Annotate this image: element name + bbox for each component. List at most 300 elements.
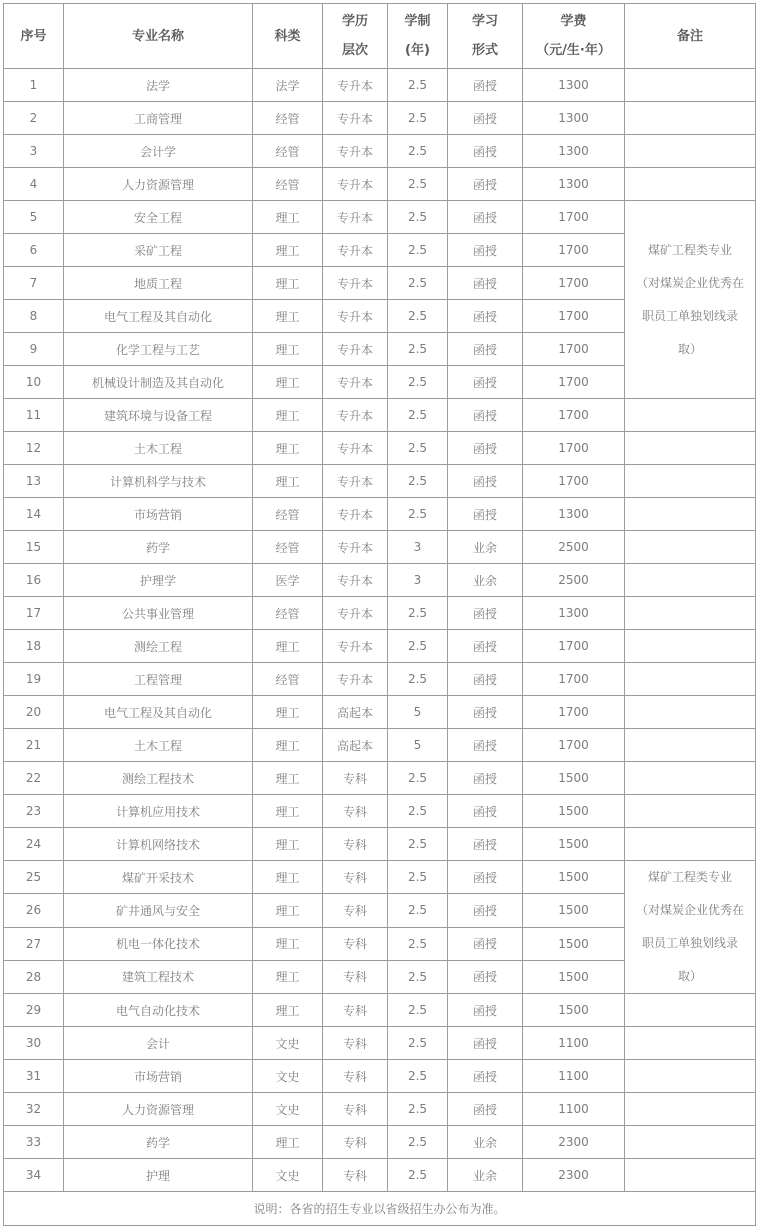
cell-fee: 1500 (523, 861, 625, 894)
cell-seq: 2 (4, 102, 64, 135)
cell-category: 理工 (253, 828, 323, 861)
cell-level: 专科 (323, 828, 388, 861)
cell-duration: 2.5 (388, 201, 448, 234)
cell-level: 专科 (323, 894, 388, 927)
cell-duration: 2.5 (388, 994, 448, 1027)
cell-duration: 3 (388, 531, 448, 564)
cell-remark-empty (625, 168, 756, 201)
cell-fee: 1700 (523, 696, 625, 729)
cell-category: 经管 (253, 135, 323, 168)
cell-duration: 2.5 (388, 399, 448, 432)
cell-form: 函授 (448, 861, 523, 894)
cell-major: 测绘工程技术 (64, 762, 253, 795)
cell-remark-empty (625, 630, 756, 663)
cell-fee: 1500 (523, 894, 625, 927)
cell-duration: 2.5 (388, 828, 448, 861)
cell-level: 专升本 (323, 234, 388, 267)
col-header-level: 学历 层次 (323, 4, 388, 69)
cell-duration: 2.5 (388, 795, 448, 828)
admissions-table (3, 3, 756, 1226)
cell-fee: 1700 (523, 234, 625, 267)
cell-form: 函授 (448, 696, 523, 729)
cell-form: 函授 (448, 630, 523, 663)
cell-form: 函授 (448, 1027, 523, 1060)
cell-level: 专科 (323, 1093, 388, 1126)
cell-level: 专升本 (323, 597, 388, 630)
cell-form: 函授 (448, 432, 523, 465)
cell-form: 函授 (448, 994, 523, 1027)
cell-fee: 1500 (523, 994, 625, 1027)
col-header-duration: 学制 (年) (388, 4, 448, 69)
cell-remark-empty (625, 1093, 756, 1126)
cell-seq: 29 (4, 994, 64, 1027)
cell-fee: 1100 (523, 1060, 625, 1093)
table-footer (4, 1192, 756, 1226)
cell-level: 专科 (323, 927, 388, 960)
cell-major: 会计学 (64, 135, 253, 168)
cell-seq: 10 (4, 366, 64, 399)
cell-category: 经管 (253, 498, 323, 531)
cell-major: 建筑工程技术 (64, 960, 253, 993)
cell-remark-empty (625, 102, 756, 135)
table-row (4, 1060, 756, 1093)
cell-remark-empty (625, 696, 756, 729)
cell-duration: 2.5 (388, 663, 448, 696)
table-row (4, 762, 756, 795)
cell-level: 专科 (323, 1060, 388, 1093)
cell-level: 专升本 (323, 102, 388, 135)
cell-level: 高起本 (323, 729, 388, 762)
cell-seq: 22 (4, 762, 64, 795)
table-header (4, 4, 756, 69)
cell-major: 人力资源管理 (64, 168, 253, 201)
cell-major: 计算机网络技术 (64, 828, 253, 861)
cell-seq: 14 (4, 498, 64, 531)
cell-category: 经管 (253, 597, 323, 630)
cell-major: 市场营销 (64, 498, 253, 531)
cell-fee: 1700 (523, 267, 625, 300)
table-row (4, 663, 756, 696)
cell-form: 函授 (448, 135, 523, 168)
table-row (4, 465, 756, 498)
cell-fee: 1700 (523, 465, 625, 498)
cell-remark-empty (625, 498, 756, 531)
cell-major: 市场营销 (64, 1060, 253, 1093)
cell-duration: 2.5 (388, 465, 448, 498)
cell-seq: 21 (4, 729, 64, 762)
cell-category: 理工 (253, 366, 323, 399)
table-row (4, 432, 756, 465)
cell-major: 土木工程 (64, 432, 253, 465)
cell-duration: 2.5 (388, 1027, 448, 1060)
cell-seq: 12 (4, 432, 64, 465)
cell-category: 理工 (253, 399, 323, 432)
cell-fee: 1300 (523, 498, 625, 531)
cell-level: 专科 (323, 994, 388, 1027)
cell-level: 专升本 (323, 498, 388, 531)
cell-duration: 2.5 (388, 1126, 448, 1159)
cell-category: 理工 (253, 795, 323, 828)
table-row (4, 861, 756, 894)
cell-fee: 1700 (523, 300, 625, 333)
cell-level: 专升本 (323, 399, 388, 432)
cell-fee: 1100 (523, 1093, 625, 1126)
cell-level: 专升本 (323, 300, 388, 333)
cell-seq: 15 (4, 531, 64, 564)
table-note: 说明：各省的招生专业以省级招生办公布为准。 (4, 1192, 756, 1226)
table-row (4, 696, 756, 729)
cell-major: 药学 (64, 1126, 253, 1159)
cell-seq: 28 (4, 960, 64, 993)
cell-seq: 3 (4, 135, 64, 168)
cell-duration: 2.5 (388, 630, 448, 663)
cell-form: 函授 (448, 828, 523, 861)
cell-remark: 煤矿工程类专业 （对煤炭企业优秀在 职员工单独划线录 取） (625, 861, 756, 994)
cell-form: 业余 (448, 1159, 523, 1192)
cell-level: 专科 (323, 1159, 388, 1192)
cell-seq: 34 (4, 1159, 64, 1192)
cell-form: 函授 (448, 69, 523, 102)
cell-level: 专科 (323, 861, 388, 894)
cell-seq: 11 (4, 399, 64, 432)
cell-duration: 2.5 (388, 102, 448, 135)
cell-seq: 19 (4, 663, 64, 696)
cell-fee: 1500 (523, 762, 625, 795)
cell-duration: 3 (388, 564, 448, 597)
cell-major: 药学 (64, 531, 253, 564)
table-row (4, 729, 756, 762)
cell-fee: 1700 (523, 663, 625, 696)
cell-seq: 5 (4, 201, 64, 234)
cell-level: 专升本 (323, 267, 388, 300)
cell-category: 理工 (253, 234, 323, 267)
cell-seq: 6 (4, 234, 64, 267)
cell-fee: 1500 (523, 927, 625, 960)
cell-remark-empty (625, 795, 756, 828)
cell-form: 函授 (448, 894, 523, 927)
cell-seq: 8 (4, 300, 64, 333)
cell-category: 文史 (253, 1027, 323, 1060)
cell-major: 采矿工程 (64, 234, 253, 267)
cell-form: 函授 (448, 366, 523, 399)
cell-remark-empty (625, 1027, 756, 1060)
cell-level: 专升本 (323, 135, 388, 168)
cell-major: 建筑环境与设备工程 (64, 399, 253, 432)
cell-fee: 1300 (523, 597, 625, 630)
cell-form: 函授 (448, 399, 523, 432)
cell-seq: 24 (4, 828, 64, 861)
cell-remark-empty (625, 531, 756, 564)
cell-level: 专科 (323, 1126, 388, 1159)
table-row (4, 1159, 756, 1192)
cell-fee: 1300 (523, 168, 625, 201)
cell-remark-empty (625, 399, 756, 432)
cell-category: 理工 (253, 960, 323, 993)
cell-seq: 20 (4, 696, 64, 729)
cell-major: 公共事业管理 (64, 597, 253, 630)
table-row (4, 597, 756, 630)
cell-category: 理工 (253, 201, 323, 234)
table-row (4, 1126, 756, 1159)
cell-duration: 2.5 (388, 234, 448, 267)
cell-remark-empty (625, 762, 756, 795)
cell-major: 护理学 (64, 564, 253, 597)
cell-remark-empty (625, 1159, 756, 1192)
table-row (4, 994, 756, 1027)
cell-seq: 18 (4, 630, 64, 663)
cell-form: 业余 (448, 531, 523, 564)
cell-form: 业余 (448, 564, 523, 597)
cell-remark-empty (625, 729, 756, 762)
cell-remark-empty (625, 994, 756, 1027)
col-header-form: 学习 形式 (448, 4, 523, 69)
cell-category: 文史 (253, 1159, 323, 1192)
cell-seq: 26 (4, 894, 64, 927)
cell-major: 法学 (64, 69, 253, 102)
cell-form: 函授 (448, 663, 523, 696)
cell-level: 专升本 (323, 564, 388, 597)
cell-remark: 煤矿工程类专业 （对煤炭企业优秀在 职员工单独划线录 取） (625, 201, 756, 399)
cell-form: 函授 (448, 498, 523, 531)
cell-category: 经管 (253, 663, 323, 696)
cell-seq: 32 (4, 1093, 64, 1126)
cell-duration: 2.5 (388, 927, 448, 960)
cell-seq: 9 (4, 333, 64, 366)
cell-duration: 2.5 (388, 861, 448, 894)
table-body (4, 69, 756, 1192)
table-row (4, 201, 756, 234)
cell-level: 专科 (323, 762, 388, 795)
cell-major: 土木工程 (64, 729, 253, 762)
cell-major: 矿井通风与安全 (64, 894, 253, 927)
cell-level: 专升本 (323, 366, 388, 399)
cell-fee: 1500 (523, 795, 625, 828)
cell-remark-empty (625, 432, 756, 465)
cell-form: 函授 (448, 729, 523, 762)
cell-duration: 2.5 (388, 1060, 448, 1093)
cell-category: 理工 (253, 432, 323, 465)
header-row (4, 4, 756, 69)
table-row (4, 828, 756, 861)
cell-level: 高起本 (323, 696, 388, 729)
cell-level: 专升本 (323, 168, 388, 201)
cell-duration: 2.5 (388, 432, 448, 465)
cell-duration: 2.5 (388, 135, 448, 168)
cell-remark-empty (625, 663, 756, 696)
cell-major: 电气自动化技术 (64, 994, 253, 1027)
cell-seq: 30 (4, 1027, 64, 1060)
cell-major: 工程管理 (64, 663, 253, 696)
cell-fee: 1500 (523, 828, 625, 861)
cell-category: 理工 (253, 1126, 323, 1159)
table-row (4, 630, 756, 663)
table-row (4, 531, 756, 564)
cell-seq: 13 (4, 465, 64, 498)
cell-duration: 2.5 (388, 762, 448, 795)
table-row (4, 564, 756, 597)
cell-major: 工商管理 (64, 102, 253, 135)
cell-fee: 2300 (523, 1159, 625, 1192)
cell-major: 电气工程及其自动化 (64, 696, 253, 729)
cell-fee: 2300 (523, 1126, 625, 1159)
cell-major: 机电一体化技术 (64, 927, 253, 960)
cell-category: 理工 (253, 300, 323, 333)
cell-form: 函授 (448, 762, 523, 795)
cell-category: 医学 (253, 564, 323, 597)
cell-major: 会计 (64, 1027, 253, 1060)
cell-form: 业余 (448, 1126, 523, 1159)
cell-remark-empty (625, 69, 756, 102)
cell-seq: 25 (4, 861, 64, 894)
cell-category: 理工 (253, 696, 323, 729)
cell-level: 专科 (323, 960, 388, 993)
cell-fee: 2500 (523, 531, 625, 564)
cell-duration: 2.5 (388, 333, 448, 366)
cell-major: 测绘工程 (64, 630, 253, 663)
cell-major: 计算机科学与技术 (64, 465, 253, 498)
cell-seq: 31 (4, 1060, 64, 1093)
cell-form: 函授 (448, 960, 523, 993)
table-row (4, 135, 756, 168)
cell-remark-empty (625, 465, 756, 498)
table-row (4, 399, 756, 432)
cell-seq: 7 (4, 267, 64, 300)
cell-remark-empty (625, 597, 756, 630)
cell-form: 函授 (448, 201, 523, 234)
cell-fee: 1700 (523, 432, 625, 465)
cell-duration: 2.5 (388, 960, 448, 993)
cell-remark-empty (625, 828, 756, 861)
cell-duration: 2.5 (388, 366, 448, 399)
cell-category: 理工 (253, 729, 323, 762)
col-header-seq: 序号 (4, 4, 64, 69)
cell-seq: 16 (4, 564, 64, 597)
cell-form: 函授 (448, 168, 523, 201)
cell-level: 专升本 (323, 333, 388, 366)
cell-fee: 1300 (523, 102, 625, 135)
cell-duration: 5 (388, 729, 448, 762)
cell-category: 经管 (253, 531, 323, 564)
table-row (4, 168, 756, 201)
cell-duration: 2.5 (388, 69, 448, 102)
col-header-fee: 学费 （元/生·年） (523, 4, 625, 69)
table-row (4, 69, 756, 102)
cell-category: 理工 (253, 994, 323, 1027)
cell-major: 计算机应用技术 (64, 795, 253, 828)
cell-major: 化学工程与工艺 (64, 333, 253, 366)
cell-form: 函授 (448, 300, 523, 333)
table-row (4, 498, 756, 531)
col-header-remark: 备注 (625, 4, 756, 69)
cell-major: 煤矿开采技术 (64, 861, 253, 894)
table-row (4, 102, 756, 135)
col-header-category: 科类 (253, 4, 323, 69)
cell-category: 法学 (253, 69, 323, 102)
cell-form: 函授 (448, 1093, 523, 1126)
cell-seq: 23 (4, 795, 64, 828)
cell-duration: 2.5 (388, 1093, 448, 1126)
cell-fee: 1700 (523, 630, 625, 663)
cell-seq: 1 (4, 69, 64, 102)
cell-fee: 1700 (523, 333, 625, 366)
cell-duration: 2.5 (388, 168, 448, 201)
cell-level: 专升本 (323, 630, 388, 663)
cell-fee: 1700 (523, 729, 625, 762)
cell-category: 理工 (253, 333, 323, 366)
cell-fee: 1300 (523, 135, 625, 168)
cell-category: 文史 (253, 1093, 323, 1126)
cell-level: 专升本 (323, 69, 388, 102)
cell-seq: 27 (4, 927, 64, 960)
cell-category: 经管 (253, 102, 323, 135)
cell-duration: 5 (388, 696, 448, 729)
cell-fee: 1700 (523, 366, 625, 399)
cell-fee: 1100 (523, 1027, 625, 1060)
col-header-major: 专业名称 (64, 4, 253, 69)
cell-form: 函授 (448, 597, 523, 630)
cell-category: 理工 (253, 861, 323, 894)
cell-duration: 2.5 (388, 597, 448, 630)
cell-major: 人力资源管理 (64, 1093, 253, 1126)
cell-major: 地质工程 (64, 267, 253, 300)
cell-seq: 33 (4, 1126, 64, 1159)
cell-form: 函授 (448, 927, 523, 960)
cell-form: 函授 (448, 465, 523, 498)
cell-form: 函授 (448, 795, 523, 828)
cell-category: 理工 (253, 927, 323, 960)
cell-major: 机械设计制造及其自动化 (64, 366, 253, 399)
cell-duration: 2.5 (388, 894, 448, 927)
cell-remark-empty (625, 1060, 756, 1093)
cell-major: 护理 (64, 1159, 253, 1192)
cell-seq: 4 (4, 168, 64, 201)
cell-remark-empty (625, 1126, 756, 1159)
cell-fee: 1700 (523, 201, 625, 234)
cell-level: 专升本 (323, 432, 388, 465)
cell-form: 函授 (448, 267, 523, 300)
cell-level: 专升本 (323, 531, 388, 564)
table-row (4, 795, 756, 828)
cell-fee: 2500 (523, 564, 625, 597)
cell-category: 理工 (253, 630, 323, 663)
cell-duration: 2.5 (388, 300, 448, 333)
cell-level: 专科 (323, 1027, 388, 1060)
cell-remark-empty (625, 564, 756, 597)
cell-remark-empty (625, 135, 756, 168)
cell-level: 专升本 (323, 465, 388, 498)
cell-form: 函授 (448, 333, 523, 366)
cell-duration: 2.5 (388, 498, 448, 531)
cell-fee: 1500 (523, 960, 625, 993)
cell-category: 理工 (253, 894, 323, 927)
cell-form: 函授 (448, 234, 523, 267)
table-row (4, 1027, 756, 1060)
cell-major: 安全工程 (64, 201, 253, 234)
cell-form: 函授 (448, 1060, 523, 1093)
cell-category: 理工 (253, 465, 323, 498)
cell-fee: 1300 (523, 69, 625, 102)
cell-duration: 2.5 (388, 1159, 448, 1192)
cell-level: 专科 (323, 795, 388, 828)
cell-form: 函授 (448, 102, 523, 135)
cell-seq: 17 (4, 597, 64, 630)
cell-duration: 2.5 (388, 267, 448, 300)
cell-category: 理工 (253, 762, 323, 795)
cell-major: 电气工程及其自动化 (64, 300, 253, 333)
cell-level: 专升本 (323, 201, 388, 234)
cell-category: 文史 (253, 1060, 323, 1093)
table-row (4, 1093, 756, 1126)
